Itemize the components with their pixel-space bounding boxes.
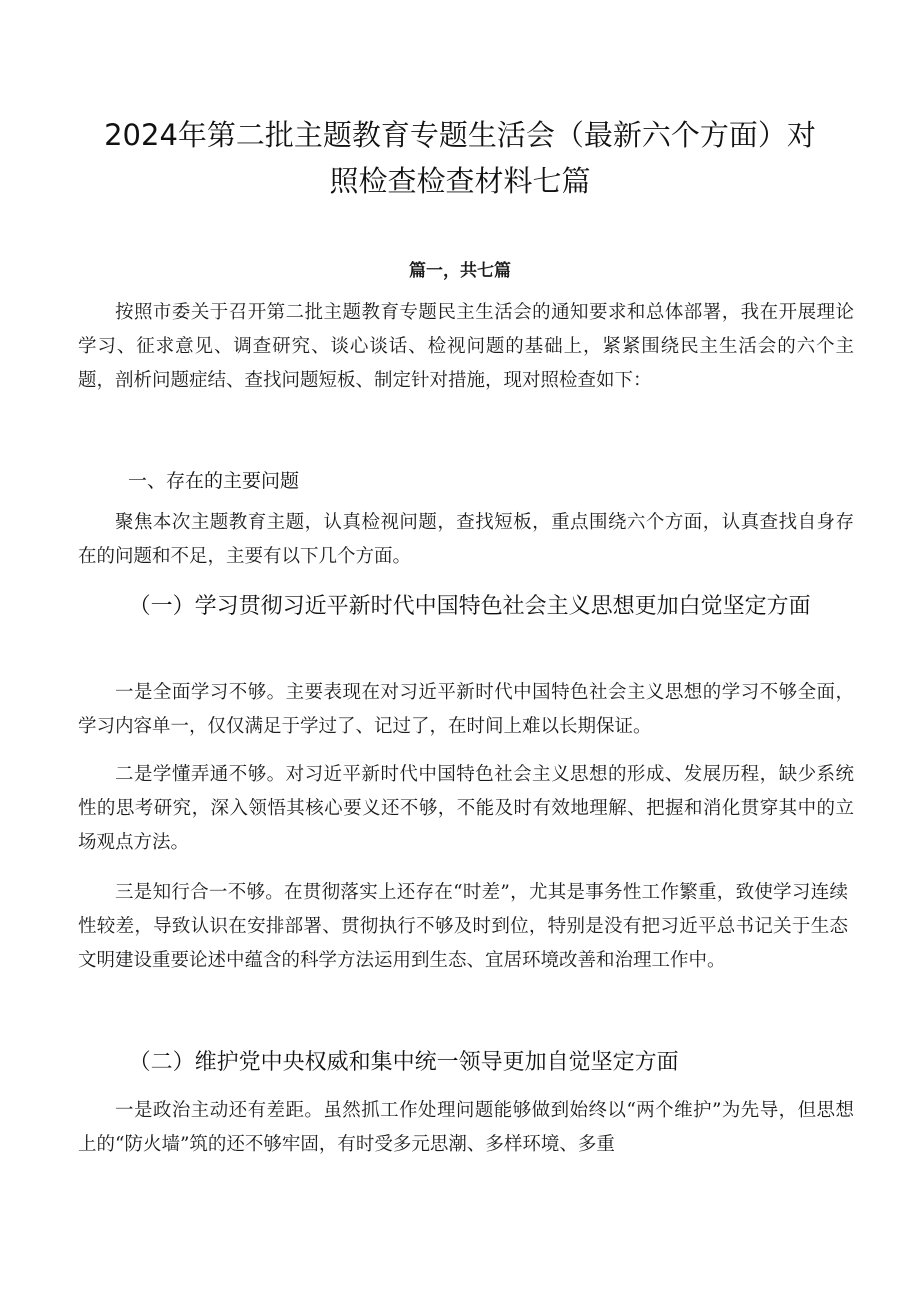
body-paragraph: 一是政治主动还有差距。虽然抓工作处理问题能够做到始终以“两个维护”为先导，但思想上的“防火墙”筑的还不够牢固，有时受多元思潮、多样环境、多重 xyxy=(78,1100,854,1155)
document-title: 2024年第二批主题教育专题生活会（最新六个方面）对照检查检查材料七篇 xyxy=(104,118,816,198)
subsection-heading: （一）学习贯彻习近平新时代中国特色社会主义思想更加白觉坚定方面 xyxy=(128,594,811,619)
body-paragraph: 二是学懂弄通不够。对习近平新时代中国特色社会主义思想的形成、发展历程，缺少系统性的思考研究，深入领悟其核心要义还不够，不能及时有效地理解、把握和消化贯穿其中的立场观点方法。 xyxy=(78,764,854,853)
section-intro-paragraph: 聚焦本次主题教育主题，认真检视问题，查找短板，重点围绕六个方面，认真查找自身存在的问题和不足，主要有以下几个方面。 xyxy=(78,512,854,567)
subsection-heading: （二）维护党中央权威和集中统一领导更加自觉坚定方面 xyxy=(128,1050,679,1075)
body-paragraph: 三是知行合一不够。在贯彻落实上还存在“时差”，尤其是事务性工作繁重，致使学习连续性较差，导致认识在安排部署、贯彻执行不够及时到位，特别是没有把习近平总书记关于生态文明建设重要论述中蕴含的科学方法运用到生态、宜居环境改善和治理工作中。 xyxy=(78,882,848,971)
intro-paragraph: 按照市委关于召开第二批主题教育专题民主生活会的通知要求和总体部署，我在开展理论学习、征求意见、调查研究、谈心谈话、检视问题的基础上，紧紧围绕民主生活会的六个主题，剖析问题症结、查找问题短板、制定针对措施，现对照检查如下： xyxy=(78,302,854,391)
section-heading: 一、存在的主要问题 xyxy=(128,470,300,492)
document-subtitle: 篇一，共七篇 xyxy=(409,261,511,281)
body-paragraph: 一是全面学习不够。主要表现在对习近平新时代中国特色社会主义思想的学习不够全面，学习内容单一，仅仅满足于学过了、记过了，在时间上难以长期保证。 xyxy=(78,682,854,737)
